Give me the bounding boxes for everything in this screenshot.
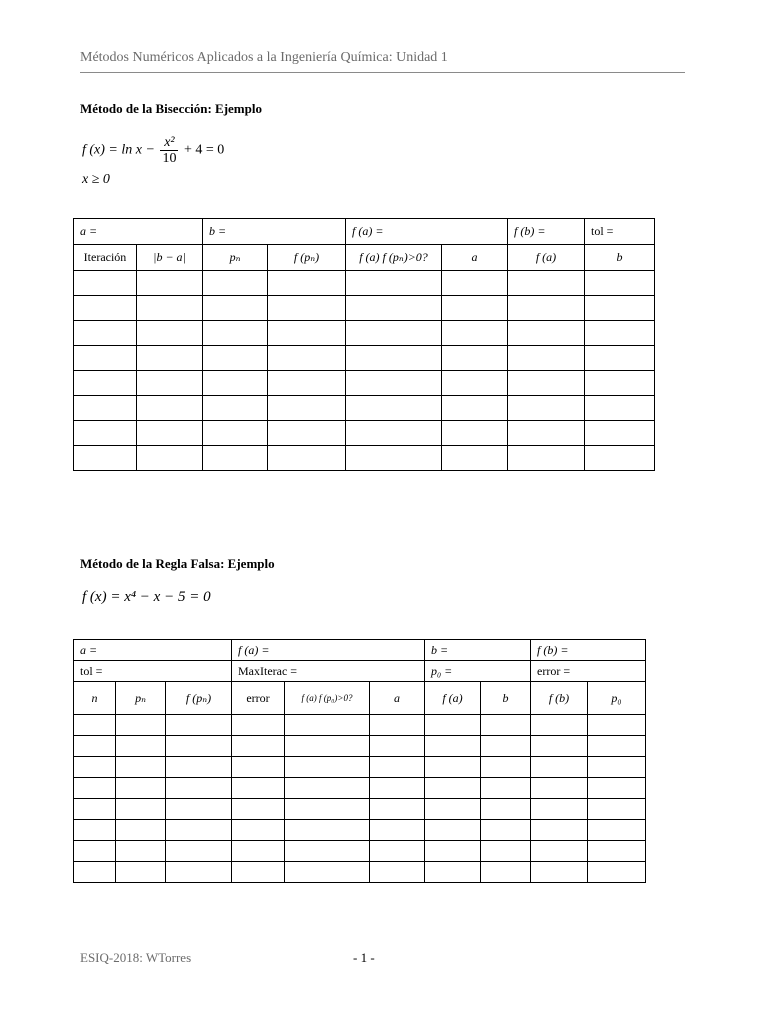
table-cell	[203, 396, 268, 421]
table-cell	[74, 820, 116, 841]
col-iteracion: Iteración	[74, 245, 137, 271]
table-cell	[585, 446, 655, 471]
table-cell	[74, 321, 137, 346]
table-cell	[74, 371, 137, 396]
table-cell	[442, 421, 508, 446]
fp-param-fa: f (a) =	[232, 640, 425, 661]
table-cell	[203, 296, 268, 321]
table-cell	[116, 757, 166, 778]
fp-col-f-b: f (b)	[531, 682, 588, 715]
table-cell	[481, 841, 531, 862]
table-cell	[442, 371, 508, 396]
fp-data-row	[74, 799, 646, 820]
table-cell	[74, 446, 137, 471]
table-cell	[203, 271, 268, 296]
table-cell	[232, 841, 285, 862]
table-cell	[346, 421, 442, 446]
table-cell	[481, 799, 531, 820]
table-cell	[425, 778, 481, 799]
table-cell	[74, 396, 137, 421]
table-cell	[232, 757, 285, 778]
table-cell	[531, 778, 588, 799]
param-fb: f (b) =	[508, 219, 585, 245]
table-cell	[166, 862, 232, 883]
false-position-table	[73, 639, 646, 883]
fp-col-p0: p₀	[588, 682, 646, 715]
table-cell	[74, 715, 116, 736]
col-b: b	[585, 245, 655, 271]
equation-fraction	[160, 135, 178, 166]
table-cell	[588, 778, 646, 799]
table-cell	[588, 736, 646, 757]
col-f-pn: f (pₙ)	[268, 245, 346, 271]
table-cell	[585, 396, 655, 421]
fp-params-row-1	[74, 640, 646, 661]
fp-params-row-2	[74, 661, 646, 682]
table-cell	[285, 799, 370, 820]
fp-header-row	[74, 682, 646, 715]
table-cell	[481, 736, 531, 757]
fp-param-b: b =	[425, 640, 531, 661]
table-cell	[346, 396, 442, 421]
page-number: - 1 -	[353, 950, 375, 965]
table-cell	[442, 321, 508, 346]
table-cell	[137, 446, 203, 471]
table-cell	[588, 757, 646, 778]
table-cell	[442, 271, 508, 296]
fp-col-f-pn: f (pₙ)	[166, 682, 232, 715]
param-tol: tol =	[585, 219, 655, 245]
param-fa: f (a) =	[346, 219, 508, 245]
table-cell	[585, 271, 655, 296]
table-cell	[531, 862, 588, 883]
table-cell	[166, 799, 232, 820]
table-cell	[425, 841, 481, 862]
fp-data-row	[74, 841, 646, 862]
table-cell	[232, 736, 285, 757]
table-cell	[481, 778, 531, 799]
table-cell	[268, 396, 346, 421]
table-cell	[588, 820, 646, 841]
table-cell	[425, 862, 481, 883]
table-cell	[166, 715, 232, 736]
table-cell	[585, 321, 655, 346]
fp-data-row	[74, 862, 646, 883]
table-cell	[531, 715, 588, 736]
table-cell	[481, 715, 531, 736]
bisection-params-row	[74, 219, 655, 245]
fp-body	[74, 715, 646, 883]
table-cell	[481, 820, 531, 841]
table-cell	[531, 757, 588, 778]
table-cell	[232, 820, 285, 841]
table-cell	[203, 421, 268, 446]
fp-col-sign-test: f (a) f (p₀)>0?	[285, 682, 370, 715]
table-cell	[116, 778, 166, 799]
table-cell	[116, 820, 166, 841]
false-position-title: Método de la Regla Falsa: Ejemplo	[80, 556, 275, 571]
table-cell	[508, 271, 585, 296]
table-cell	[508, 296, 585, 321]
table-cell	[442, 346, 508, 371]
table-cell	[585, 346, 655, 371]
table-cell	[74, 736, 116, 757]
bisection-data-row	[74, 396, 655, 421]
table-cell	[268, 371, 346, 396]
table-cell	[370, 820, 425, 841]
table-cell	[268, 271, 346, 296]
table-cell	[425, 715, 481, 736]
table-cell	[508, 421, 585, 446]
table-cell	[370, 736, 425, 757]
table-cell	[268, 421, 346, 446]
col-a: a	[442, 245, 508, 271]
bisection-body	[74, 271, 655, 471]
table-cell	[137, 271, 203, 296]
table-cell	[285, 862, 370, 883]
col-sign-test: f (a) f (pₙ)>0?	[346, 245, 442, 271]
table-cell	[370, 778, 425, 799]
table-cell	[268, 296, 346, 321]
table-cell	[137, 421, 203, 446]
table-cell	[268, 446, 346, 471]
header-rule	[80, 72, 685, 73]
table-cell	[203, 446, 268, 471]
table-cell	[137, 296, 203, 321]
table-cell	[232, 799, 285, 820]
table-cell	[370, 757, 425, 778]
col-f-a: f (a)	[508, 245, 585, 271]
footer-author: ESIQ-2018: WTorres	[80, 950, 192, 965]
table-cell	[166, 820, 232, 841]
equation-rhs: + 4 = 0	[183, 142, 225, 158]
table-cell	[346, 296, 442, 321]
col-abs-b-minus-a: |b − a|	[137, 245, 203, 271]
table-cell	[203, 346, 268, 371]
table-cell	[74, 421, 137, 446]
table-cell	[74, 862, 116, 883]
table-cell	[425, 757, 481, 778]
param-a: a =	[74, 219, 203, 245]
table-cell	[166, 736, 232, 757]
table-cell	[268, 321, 346, 346]
table-cell	[370, 862, 425, 883]
fraction-numerator: x²	[160, 135, 178, 151]
table-cell	[442, 296, 508, 321]
equation-lhs: f (x) = ln x −	[82, 142, 155, 158]
table-cell	[481, 757, 531, 778]
table-cell	[588, 715, 646, 736]
table-cell	[116, 841, 166, 862]
table-cell	[232, 862, 285, 883]
fp-data-row	[74, 820, 646, 841]
table-cell	[508, 396, 585, 421]
table-cell	[137, 371, 203, 396]
table-cell	[74, 799, 116, 820]
table-cell	[346, 446, 442, 471]
table-cell	[425, 799, 481, 820]
table-cell	[74, 296, 137, 321]
table-cell	[285, 820, 370, 841]
bisection-data-row	[74, 271, 655, 296]
table-cell	[137, 321, 203, 346]
table-cell	[585, 421, 655, 446]
page-header: Métodos Numéricos Aplicados a la Ingeniería Química: Unidad 1	[80, 50, 448, 65]
fp-col-a: a	[370, 682, 425, 715]
col-pn: pₙ	[203, 245, 268, 271]
table-cell	[285, 736, 370, 757]
bisection-data-row	[74, 421, 655, 446]
table-cell	[508, 321, 585, 346]
table-cell	[232, 778, 285, 799]
table-cell	[508, 371, 585, 396]
fp-data-row	[74, 778, 646, 799]
table-cell	[481, 862, 531, 883]
table-cell	[442, 446, 508, 471]
bisection-data-row	[74, 371, 655, 396]
fp-param-a: a =	[74, 640, 232, 661]
table-cell	[166, 757, 232, 778]
table-cell	[268, 346, 346, 371]
fp-col-error: error	[232, 682, 285, 715]
bisection-table	[73, 218, 655, 471]
table-cell	[74, 841, 116, 862]
table-cell	[166, 778, 232, 799]
table-cell	[232, 715, 285, 736]
table-cell	[585, 296, 655, 321]
table-cell	[203, 371, 268, 396]
false-position-equation: f (x) = x⁴ − x − 5 = 0	[82, 589, 211, 605]
table-cell	[508, 346, 585, 371]
fp-col-b: b	[481, 682, 531, 715]
table-cell	[531, 736, 588, 757]
table-cell	[531, 820, 588, 841]
bisection-data-row	[74, 446, 655, 471]
bisection-header-row	[74, 245, 655, 271]
fraction-denominator: 10	[162, 151, 177, 166]
fp-data-row	[74, 736, 646, 757]
table-cell	[425, 736, 481, 757]
table-cell	[116, 736, 166, 757]
table-cell	[370, 799, 425, 820]
table-cell	[508, 446, 585, 471]
table-cell	[166, 841, 232, 862]
table-cell	[425, 820, 481, 841]
table-cell	[588, 862, 646, 883]
table-cell	[116, 862, 166, 883]
table-cell	[588, 799, 646, 820]
fp-col-n: n	[74, 682, 116, 715]
fp-col-f-a: f (a)	[425, 682, 481, 715]
fp-data-row	[74, 715, 646, 736]
fp-col-pn: pₙ	[116, 682, 166, 715]
table-cell	[74, 271, 137, 296]
table-cell	[137, 396, 203, 421]
table-cell	[116, 715, 166, 736]
table-cell	[370, 715, 425, 736]
table-cell	[74, 346, 137, 371]
bisection-constraint: x ≥ 0	[82, 172, 110, 187]
table-cell	[531, 799, 588, 820]
param-b: b =	[203, 219, 346, 245]
table-cell	[346, 271, 442, 296]
table-cell	[346, 371, 442, 396]
table-cell	[442, 396, 508, 421]
fp-data-row	[74, 757, 646, 778]
bisection-data-row	[74, 296, 655, 321]
table-cell	[585, 371, 655, 396]
bisection-title: Método de la Bisección: Ejemplo	[80, 101, 262, 116]
fp-param-error: error =	[531, 661, 646, 682]
table-cell	[74, 778, 116, 799]
table-cell	[285, 841, 370, 862]
fp-param-tol: tol =	[74, 661, 232, 682]
table-cell	[285, 715, 370, 736]
fp-param-p0: p₀ =	[425, 661, 531, 682]
table-cell	[531, 841, 588, 862]
table-cell	[116, 799, 166, 820]
table-cell	[346, 321, 442, 346]
bisection-data-row	[74, 346, 655, 371]
table-cell	[346, 346, 442, 371]
bisection-equation	[82, 135, 224, 166]
table-cell	[370, 841, 425, 862]
table-cell	[285, 778, 370, 799]
bisection-data-row	[74, 321, 655, 346]
table-cell	[588, 841, 646, 862]
table-cell	[203, 321, 268, 346]
table-cell	[74, 757, 116, 778]
fp-param-maxiterac: MaxIterac =	[232, 661, 425, 682]
table-cell	[137, 346, 203, 371]
table-cell	[285, 757, 370, 778]
fp-param-fb: f (b) =	[531, 640, 646, 661]
